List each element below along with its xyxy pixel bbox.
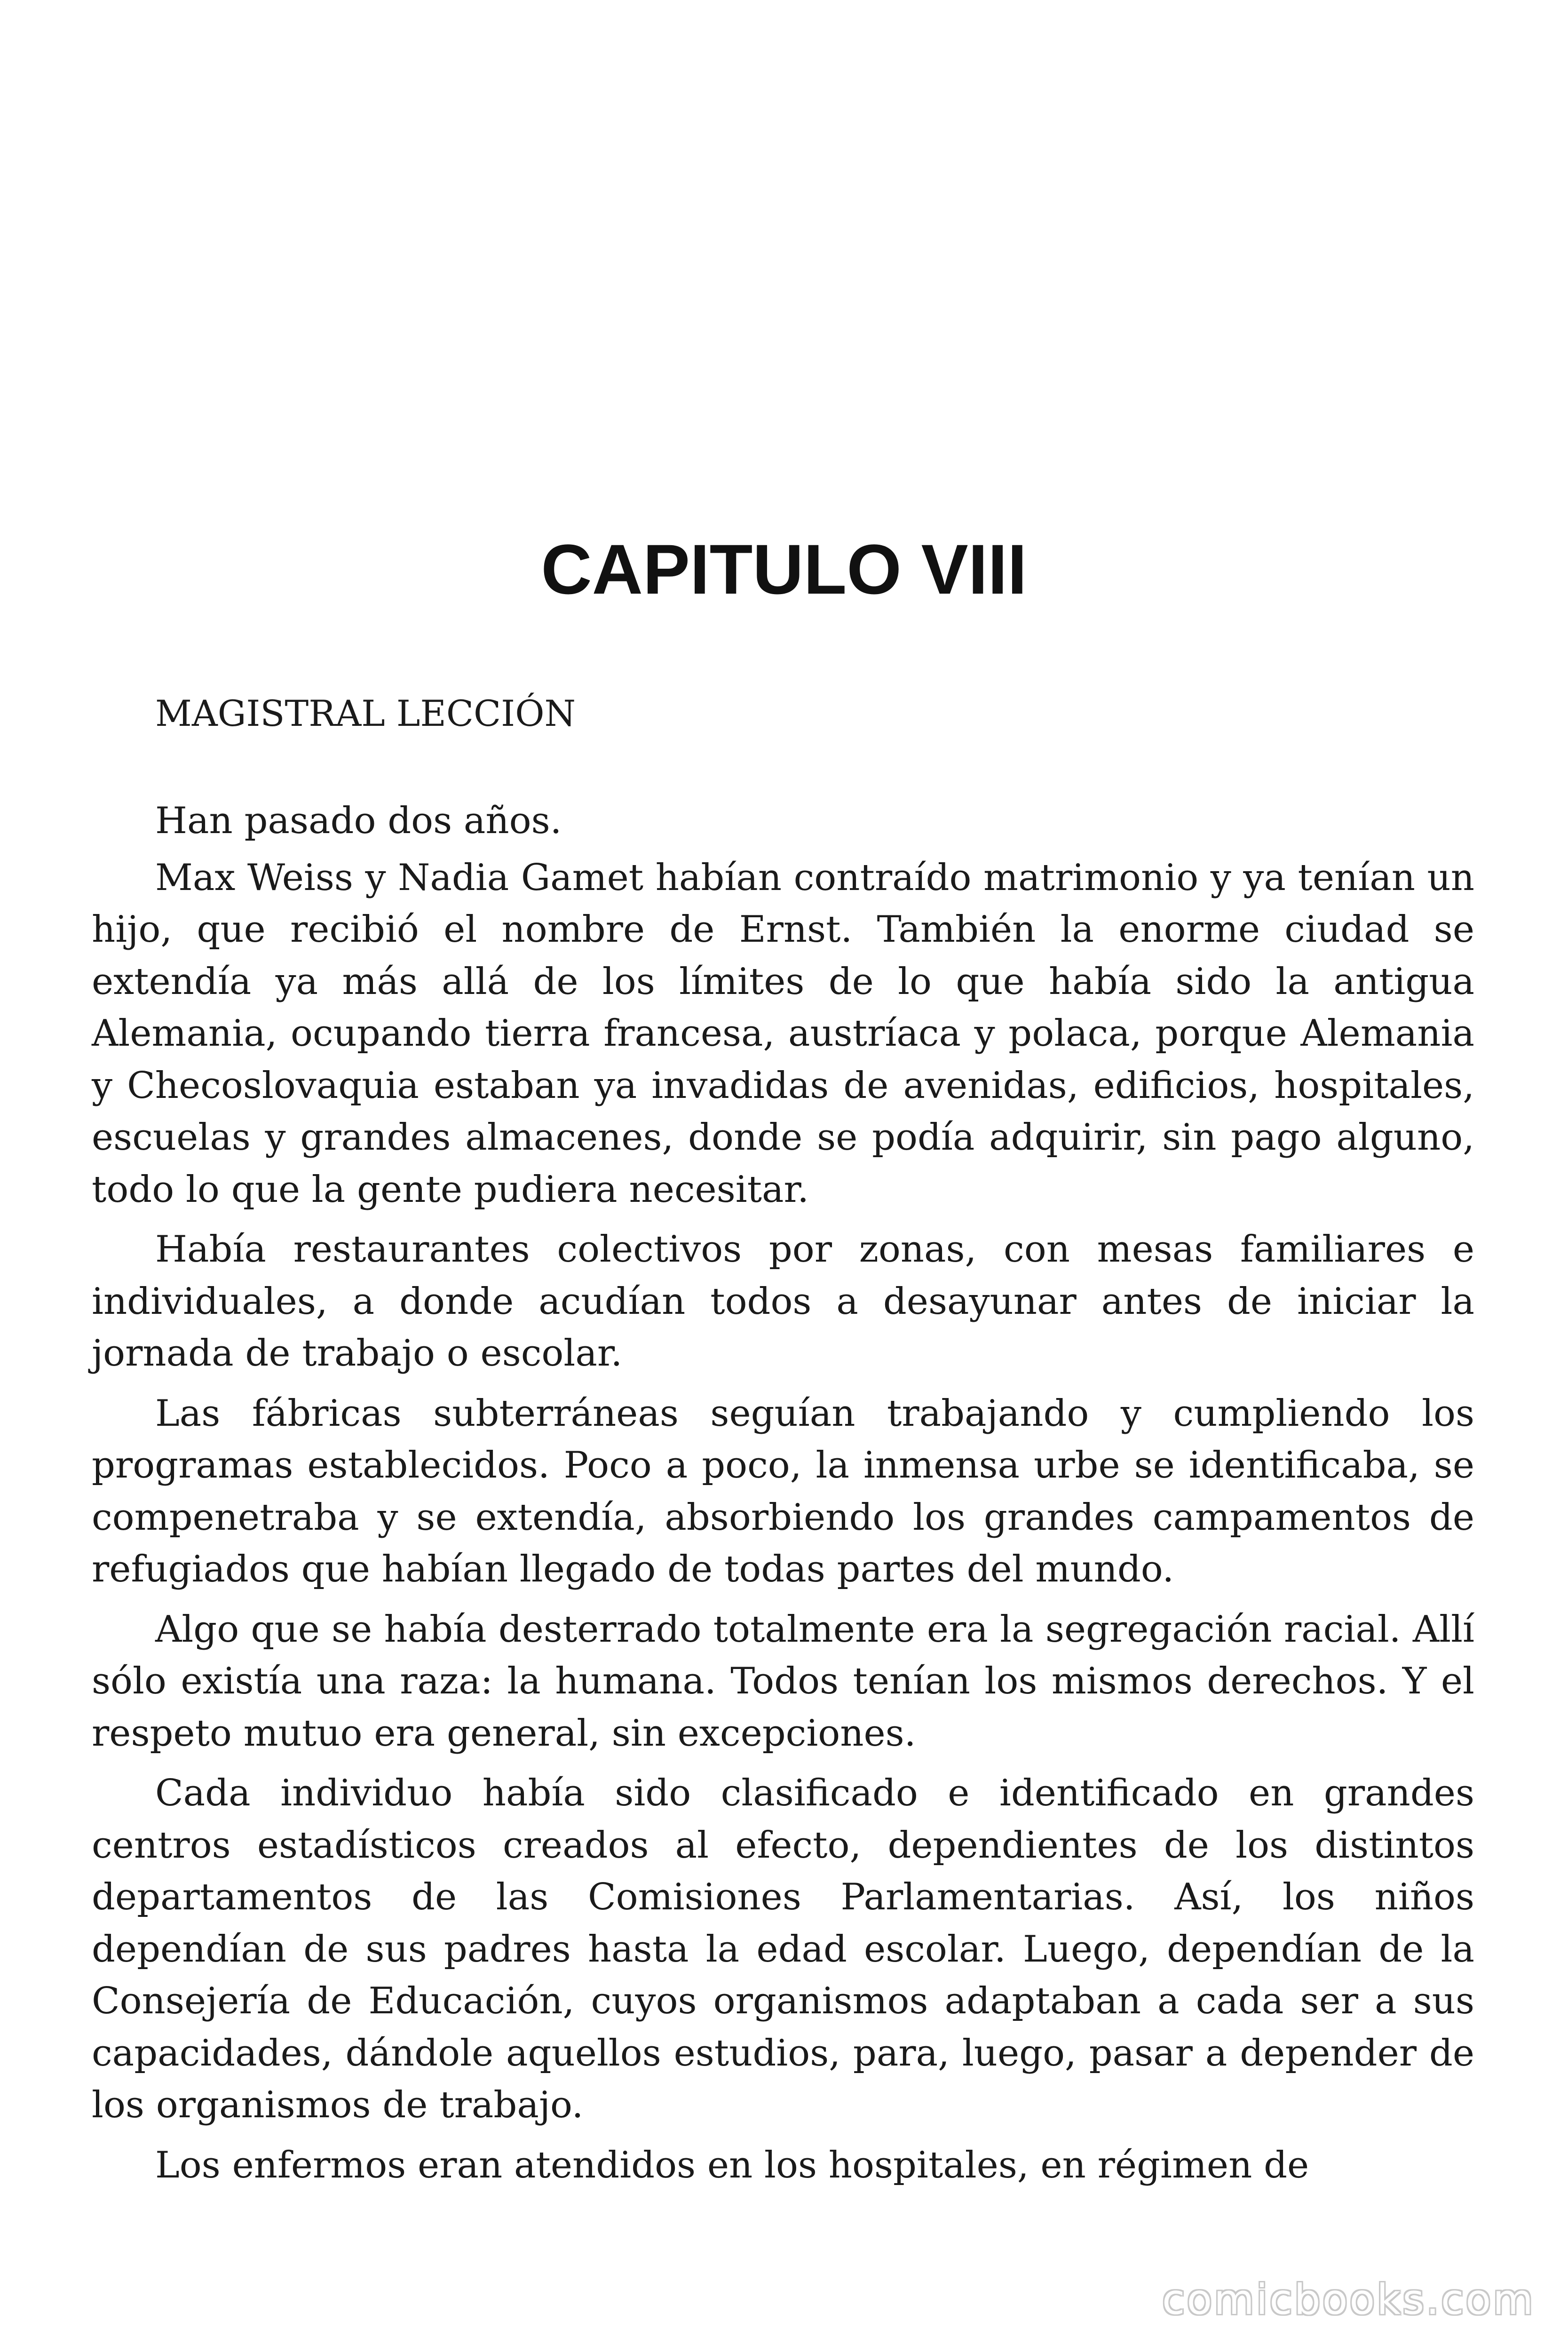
paragraph: Cada individuo había sido clasificado e identificado en grandes centros estadísticos creados al efecto, dependientes de los distintos departamentos de las Comisiones Parlamentarias. Así, los niños dependían de sus padres hasta la edad escolar. Luego, dependían de la Consejería de Educación, cuyos organismos adaptaban a cada ser a sus capacidades, dándole aquellos estudios, para, luego, pasar a depender de los organismos de trabajo.	[92, 1772, 1474, 2126]
section-heading: MAGISTRAL LECCIÓN	[155, 692, 576, 734]
paragraph: Max Weiss y Nadia Gamet habían contraído matrimonio y ya tenían un hijo, que recibió el nombre de Ernst. También la enorme ciudad se extendía ya más allá de los límites de lo que había sido la antigua Alemania, ocupando tierra francesa, austríaca y polaca, porque Alemania y Checoslovaquia estaban ya invadidas de avenidas, edificios, hospitales, escuelas y grandes almacenes, donde se podía adquirir, sin pago alguno, todo lo que la gente pudiera necesitar.	[92, 856, 1474, 1211]
paragraph: Había restaurantes colectivos por zonas, con mesas familiares e individuales, a donde acudían todos a desayunar antes de iniciar la jornada de trabajo o escolar.	[92, 1228, 1474, 1375]
paragraph: Los enfermos eran atendidos en los hospitales, en régimen de	[155, 2144, 1309, 2186]
paragraph: Algo que se había desterrado totalmente era la segregación racial. Allí sólo existía una raza: la humana. Todos tenían los mismos derechos. Y el respeto mutuo era general, sin excepciones.	[92, 1608, 1474, 1755]
paragraph: Han pasado dos años.	[155, 800, 562, 842]
chapter-title: CAPITULO VIII	[541, 530, 1027, 609]
watermark: comicbooks.com	[1162, 2275, 1535, 2324]
body-text	[92, 795, 1474, 2199]
paragraph: Las fábricas subterráneas seguían trabajando y cumpliendo los programas establecidos. Poco a poco, la inmensa urbe se identificaba, se compenetraba y se extendía, absorbiendo los grandes campamentos de refugiados que habían llegado de todas partes del mundo.	[92, 1392, 1474, 1590]
